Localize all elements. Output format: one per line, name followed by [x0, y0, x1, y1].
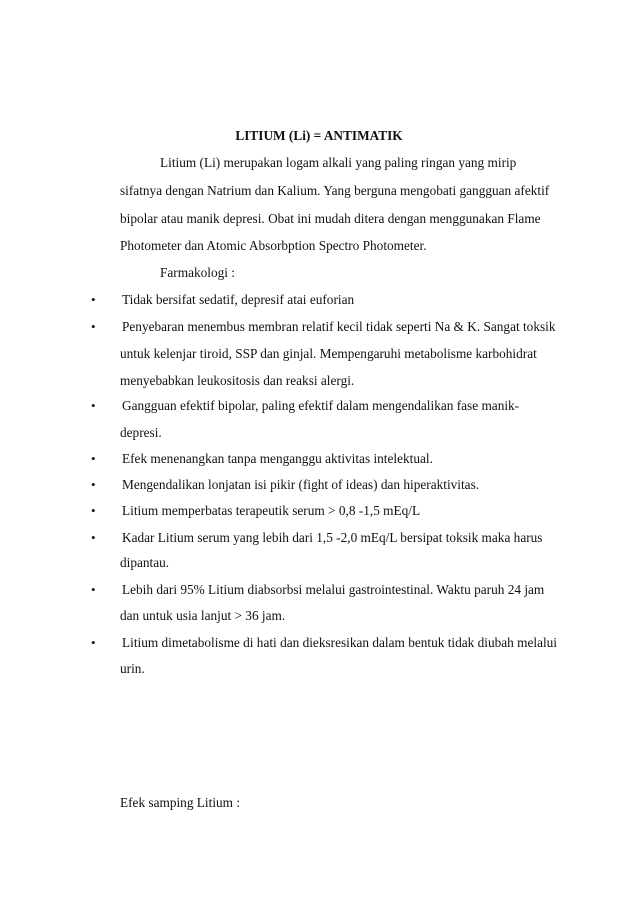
bullet-icon: • — [91, 503, 96, 518]
list-item-line: Lebih dari 95% Litium diabsorbsi melalui gastrointestinal. Waktu paruh 24 jam — [122, 582, 545, 597]
intro-paragraph-line: bipolar atau manik depresi. Obat ini mudah ditera dengan menggunakan Flame — [120, 211, 541, 226]
bullet-icon: • — [91, 477, 96, 492]
bullet-icon: • — [91, 292, 96, 307]
list-item-line: Mengendalikan lonjatan isi pikir (fight of ideas) dan hiperaktivitas. — [122, 477, 480, 492]
list-item-line: Litium memperbatas terapeutik serum > 0,8 -1,5 mEq/L — [122, 503, 421, 518]
bullet-icon: • — [91, 451, 96, 466]
list-item-line: Tidak bersifat sedatif, depresif atai euforian — [122, 292, 355, 307]
efek-samping-heading: Efek samping Litium : — [120, 795, 241, 810]
list-item-line: dipantau. — [120, 555, 170, 570]
list-item-line: dan untuk usia lanjut > 36 jam. — [120, 608, 286, 623]
list-item-line: menyebabkan leukositosis dan reaksi alergi. — [120, 373, 355, 388]
list-item-line: untuk kelenjar tiroid, SSP dan ginjal. Mempengaruhi metabolisme karbohidrat — [120, 346, 537, 361]
page-title: LITIUM (Li) = ANTIMATIK — [235, 128, 403, 143]
list-item-line: Penyebaran menembus membran relatif kecil tidak seperti Na & K. Sangat toksik — [122, 319, 556, 334]
list-item-line: urin. — [120, 661, 145, 676]
list-item-line: Kadar Litium serum yang lebih dari 1,5 -2,0 mEq/L bersipat toksik maka harus — [122, 530, 543, 545]
intro-paragraph-line: Photometer dan Atomic Absorbption Spectro Photometer. — [120, 238, 427, 253]
bullet-icon: • — [91, 635, 96, 650]
list-item-line: Litium dimetabolisme di hati dan dieksresikan dalam bentuk tidak diubah melalui — [122, 635, 558, 650]
intro-paragraph-line: sifatnya dengan Natrium dan Kalium. Yang berguna mengobati gangguan afektif — [120, 183, 550, 198]
bullet-icon: • — [91, 319, 96, 334]
bullet-icon: • — [91, 582, 96, 597]
list-item-line: depresi. — [120, 425, 162, 440]
farmakologi-heading: Farmakologi : — [160, 265, 235, 280]
bullet-icon: • — [91, 530, 96, 545]
list-item-line: Efek menenangkan tanpa menganggu aktivitas intelektual. — [122, 451, 433, 466]
list-item-line: Gangguan efektif bipolar, paling efektif dalam mengendalikan fase manik- — [122, 398, 520, 413]
bullet-icon: • — [91, 398, 96, 413]
intro-paragraph-line: Litium (Li) merupakan logam alkali yang paling ringan yang mirip — [160, 155, 517, 170]
